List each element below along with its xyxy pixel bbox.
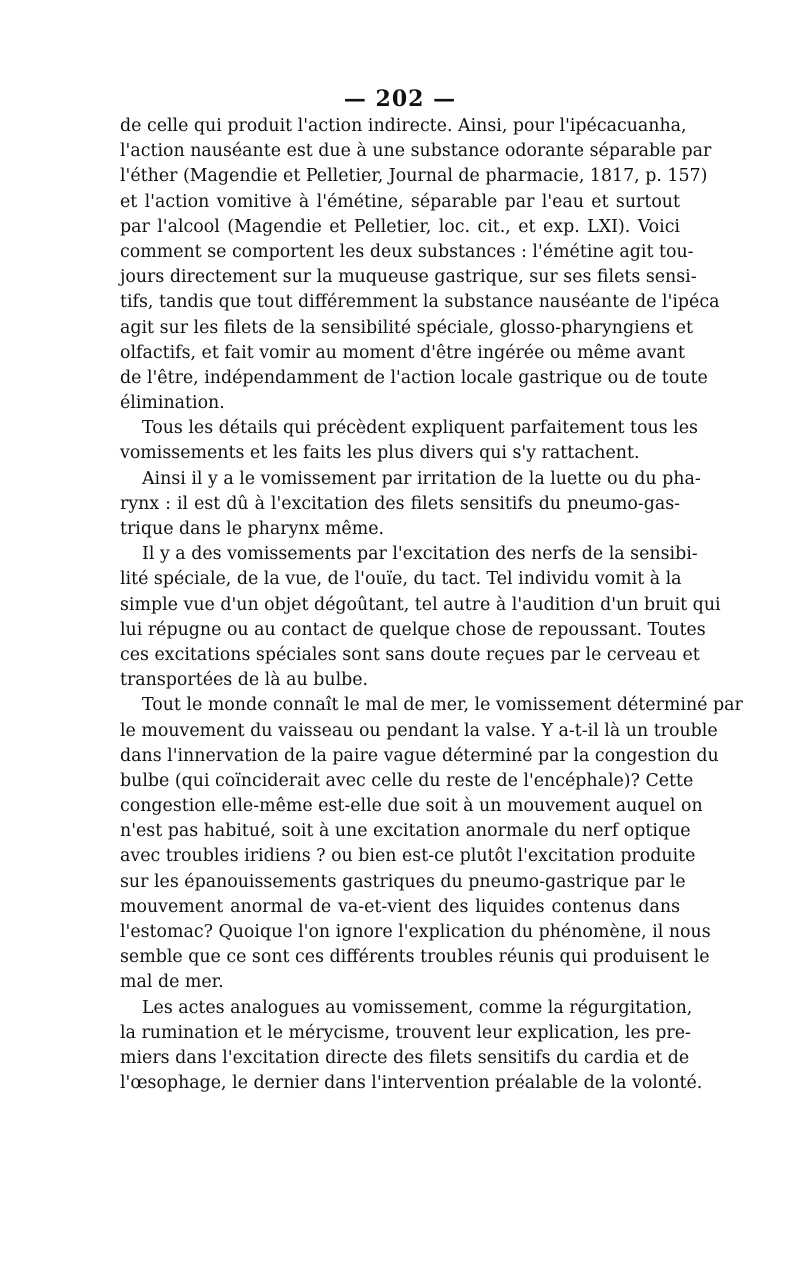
text-line: lité spéciale, de la vue, de l'ouïe, du tact. Tel individu vomit à la bbox=[120, 569, 682, 590]
text-line: rynx : il est dû à l'excitation des filets sensitifs du pneumo-gas- bbox=[120, 493, 680, 514]
text-line: le mouvement du vaisseau ou pendant la valse. Y a-t-il là un trouble bbox=[120, 720, 718, 741]
page-number: — 202 — bbox=[343, 86, 457, 112]
text-line: avec troubles iridiens ? ou bien est-ce plutôt l'excitation produite bbox=[120, 846, 696, 867]
text-line: congestion elle-même est-elle due soit à un mouvement auquel on bbox=[120, 796, 703, 817]
text-line: mouvement anormal de va-et-vient des liquides contenus dans bbox=[120, 896, 680, 917]
text-line: agit sur les filets de la sensibilité spéciale, glosso-pharyngiens et bbox=[120, 317, 693, 338]
text-line: trique dans le pharynx même. bbox=[120, 519, 385, 539]
text-line: mal de mer. bbox=[120, 972, 224, 993]
text-line: la rumination et le mérycisme, trouvent leur explication, les pre- bbox=[120, 1022, 691, 1043]
text-line: Il y a des vomissements par l'excitation des nerfs de la sensibi- bbox=[142, 544, 698, 565]
text-line: ces excitations spéciales sont sans doute reçues par le cerveau et bbox=[120, 644, 700, 665]
text-line: semble que ce sont ces différents troubles réunis qui produisent le bbox=[120, 947, 710, 968]
text-line: dans l'innervation de la paire vague déterminé par la congestion du bbox=[120, 745, 719, 766]
text-line: par l'alcool (Magendie et Pelletier, loc. cit., et exp. LXI). Voici bbox=[120, 216, 680, 237]
text-line: de celle qui produit l'action indirecte. Ainsi, pour l'ipécacuanha, bbox=[120, 116, 687, 136]
text-line: sur les épanouissements gastriques du pneumo-gastrique par le bbox=[120, 871, 686, 892]
text-line: élimination. bbox=[120, 393, 225, 414]
text-line: et l'action vomitive à l'émétine, séparable par l'eau et surtout bbox=[120, 191, 680, 212]
text-line: Tous les détails qui précèdent expliquent parfaitement tous les bbox=[142, 418, 698, 439]
text-line: bulbe (qui coïnciderait avec celle du reste de l'encéphale)? Cette bbox=[120, 770, 694, 791]
text-line: Tout le monde connaît le mal de mer, le vomissement déterminé par bbox=[142, 695, 743, 716]
text-line: Ainsi il y a le vomissement par irritation de la luette ou du pha- bbox=[142, 468, 701, 489]
text-line: l'action nauséante est due à une substance odorante séparable par bbox=[120, 141, 712, 162]
body-text bbox=[120, 114, 743, 1096]
text-line: l'estomac? Quoique l'on ignore l'explication du phénomène, il nous bbox=[120, 922, 711, 942]
text-line: transportées de là au bulbe. bbox=[120, 670, 369, 691]
text-line: n'est pas habitué, soit à une excitation anormale du nerf optique bbox=[120, 821, 691, 842]
text-line: tifs, tandis que tout différemment la substance nauséante de l'ipéca bbox=[120, 292, 720, 313]
text-line: Les actes analogues au vomissement, comme la régurgitation, bbox=[142, 997, 693, 1018]
text-line: l'éther (Magendie et Pelletier, Journal de pharmacie, 1817, p. 157) bbox=[120, 166, 708, 187]
text-line: de l'être, indépendamment de l'action locale gastrique ou de toute bbox=[120, 367, 708, 388]
text-line: miers dans l'excitation directe des filets sensitifs du cardia et de bbox=[120, 1047, 690, 1068]
text-line: jours directement sur la muqueuse gastrique, sur ses filets sensi- bbox=[120, 267, 697, 288]
text-line: vomissements et les faits les plus divers qui s'y rattachent. bbox=[120, 443, 640, 464]
text-line: lui répugne ou au contact de quelque chose de repoussant. Toutes bbox=[120, 619, 706, 640]
text-line: olfactifs, et fait vomir au moment d'être ingérée ou même avant bbox=[120, 342, 685, 363]
text-line: comment se comportent les deux substances : l'émétine agit tou- bbox=[120, 241, 694, 262]
text-line: simple vue d'un objet dégoûtant, tel autre à l'audition d'un bruit qui bbox=[120, 594, 721, 615]
text-line: l'œsophage, le dernier dans l'intervention préalable de la volonté. bbox=[120, 1073, 703, 1094]
